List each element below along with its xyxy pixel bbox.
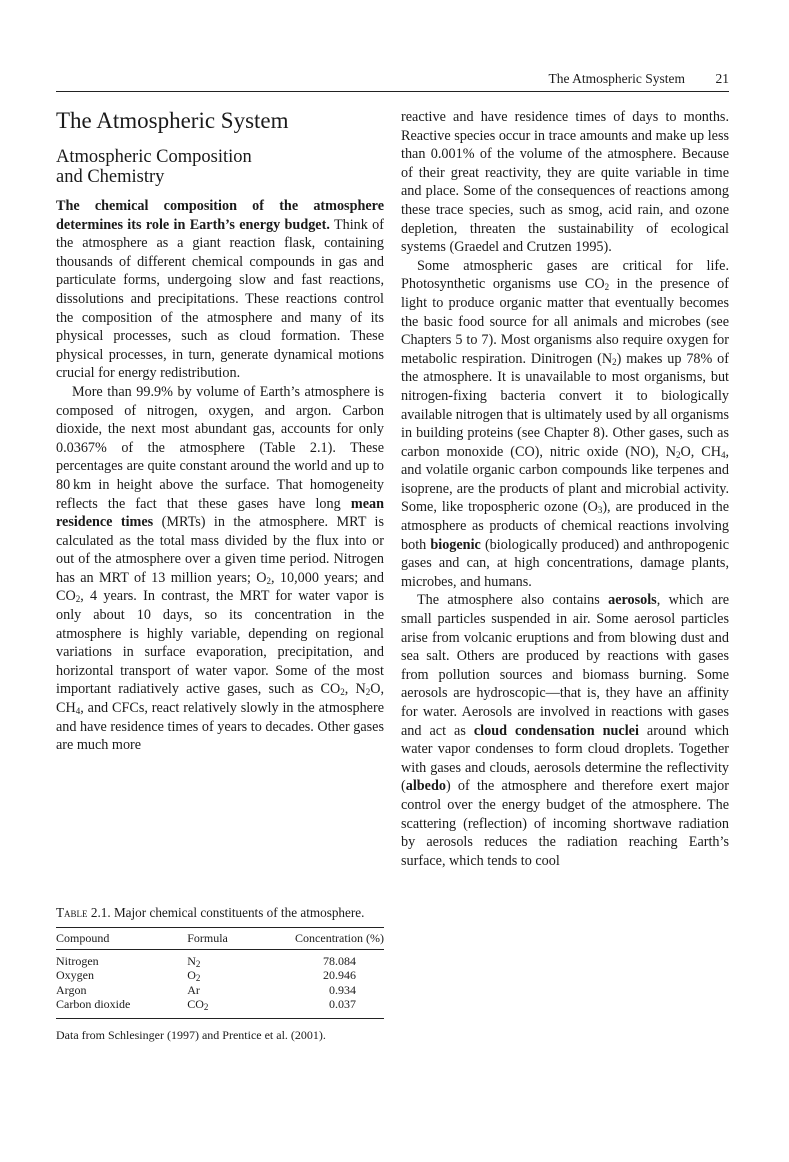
table-row [56,983,384,998]
formula-base: Ar [187,982,200,997]
paragraph-text: , and volatile organic carbon compounds like terpenes and isoprene, are the products of plant and microbial activity. Some, like tropospheric ozone (O [401,443,729,516]
subsection-title-line-1: Atmospheric Composition [56,147,252,167]
paragraph-text: Think of the atmosphere as a giant reaction flask, containing thousands of different chemical compounds in gas and particulate forms, undergoing slow and fast reactions, dissolutions and precipitations. These reactions control the composition of the atmosphere and many of its physical processes, such as cloud formation. These physical processes, in turn, generate dynamical motions crucial for energy redistribution. [56,216,384,382]
key-term: albedo [405,778,446,795]
paragraph-text: The atmosphere also contains [417,592,609,609]
paragraph-text: , which are small particles suspended in air. Some aerosol particles arise from volcanic eruptions and from blowing dust and sea salt. Others are produced by reactions with gases from pollution sources and biomass burning. Some aerosols are hydroscopic—that is, they have an affinity for water. Aerosols are involved in reactions with gases and act as [401,592,729,739]
compound-cell: Carbon dioxide [56,997,131,1012]
lead-sentence: The chemical composition of the atmosphere determines its role in Earth’s energy budget. [56,198,384,233]
formula-base: O [187,968,196,983]
table-source-note: Data from Schlesinger (1997) and Prentice et al. (2001). [56,1027,326,1042]
key-term: aerosols [608,592,657,609]
section-title: The Atmospheric System [56,108,289,133]
paragraph-text: , 4 years. In contrast, the MRT for water vapor is only about 10 days, so its concentration in the atmosphere is highly variable, depending on regional variations in surface evaporation, precipitation, and horizontal transport of water vapor. Some of the most important radiatively active gases, such as CO [56,588,384,698]
formula-base: CO [187,997,204,1012]
key-term: mean residence times [56,495,384,531]
subscript: 2 [675,449,681,460]
table-label: Table 2.1. [56,905,111,920]
paragraph-text: ) makes up 78% of the atmosphere. It is unavailable to most organisms, but nitrogen-fixing bacteria convert it to biologically available nitrogen that is ultimately used by all organisms in building proteins (see Chapter 8). Other gases, such as carbon monoxide (CO), nitric oxide (NO), N [401,350,729,460]
concentration-cell: 78.084 [323,953,356,968]
right-column [401,108,729,870]
formula-subscript: 2 [195,973,201,984]
paragraph [401,591,729,870]
compound-cell: Oxygen [56,968,94,983]
table-row [56,997,384,1018]
paragraph-text: (biologically produced) and anthropogenic gases and can, at high concentrations, damage plants, microbes, and humans. [401,536,729,590]
paragraph-text: in the presence of light to produce organic matter that eventually becomes the basic food source for all animals and microbes (see Chapters 5 to 7). Most organisms also require oxygen for metabolic respiration. Dinitrogen (N [401,276,729,367]
paragraph-text: ) of the atmosphere and therefore exert major control over the energy budget of the atmosphere. The scattering (reflection) of incoming shortwave radiation by aerosols reduces the radiation reaching Earth’s surface, which tends to cool [401,778,729,869]
constituents-table [56,927,384,1019]
subscript: 2 [365,687,371,698]
concentration-cell: 0.037 [329,997,356,1012]
subscript: 3 [597,505,603,516]
page-number: 21 [715,71,729,86]
table-caption-text: Major chemical constituents of the atmosphere. [110,905,365,920]
running-title: The Atmospheric System [548,71,685,86]
paragraph-text: , N [344,681,366,698]
formula-cell [187,983,272,998]
key-term: cloud condensation nuclei [473,722,639,739]
subscript: 4 [720,449,726,460]
paragraph: reactive and have residence times of days to months. Reactive species occur in trace amounts and make up less than 0.001% of the volume of the atmosphere. Because of their great reactivity, they are quite variable in time and place. Some of the consequences of reactions among these trace species, such as smog, acid rain, and ozone depletion, threaten the sustainability of ecological systems (Graedel and Crutzen 1995). [401,109,729,256]
paragraph-text: , and CFCs, react relatively slowly in the atmosphere and have residence times of years to decades. Other gases are much more [56,700,384,754]
subsection-title [56,147,384,187]
paragraph-text: Some atmospheric gases are critical for life. Photosynthetic organisms use CO [401,257,729,293]
subsection-title-line-2: and Chemistry [56,167,165,187]
formula-base: N [187,953,196,968]
paragraph-text: O, CH [56,681,384,717]
paragraph-text: O, CH [680,443,721,460]
paragraph-text: (MRTs) in the atmosphere. MRT is calculated as the total mass divided by the flux into or out of the atmosphere over a given time period. Nitrogen has an MRT of 13 million years; O [56,514,384,586]
table-row [56,968,384,983]
column-header-compound: Compound [56,931,110,945]
subscript: 2 [612,356,617,367]
paragraph [56,383,384,755]
formula-subscript: 2 [195,958,201,969]
left-column [56,108,384,755]
compound-cell: Nitrogen [56,953,99,968]
paragraph-text: ), are produced in the atmosphere as products of chemical reactions involving both [401,499,729,553]
formula-cell [187,949,272,968]
subscript: 2 [340,687,345,698]
key-term: biogenic [430,536,481,553]
subscript: 2 [75,594,81,605]
table-row [56,949,384,968]
column-header-formula: Formula [187,931,228,945]
subscript: 2 [604,282,610,293]
subscript: 2 [266,575,272,586]
paragraph [401,257,729,592]
formula-subscript: 2 [203,1002,209,1013]
column-header-concentration: Concentration (%) [295,931,384,945]
paragraph-text: , 10,000 years; and CO [56,569,384,605]
concentration-cell: 20.946 [323,968,356,983]
paragraph-text: around which water vapor condenses to form cloud droplets. Together with gases and clouds, aerosols determine the reflectivity ( [401,722,729,795]
table-header-row [56,928,384,950]
table-caption [56,904,384,921]
paragraph [56,197,384,383]
compound-cell: Argon [56,982,87,997]
formula-cell [187,997,272,1018]
table-2-1 [56,904,384,1043]
formula-cell [187,968,272,983]
paragraph-text: More than 99.9% by volume of Earth’s atmosphere is composed of nitrogen, oxygen, and argon. Carbon dioxide, the next most abundant gas, accounts for only 0.0367% of the atmosphere (Table 2.1). These percentages are quite constant around the world and up to 80 km in height above the surface. That homogeneity reflects the fact that these gases have long [56,383,384,512]
subscript: 4 [75,706,81,717]
running-header [56,69,729,92]
concentration-cell: 0.934 [329,982,356,997]
